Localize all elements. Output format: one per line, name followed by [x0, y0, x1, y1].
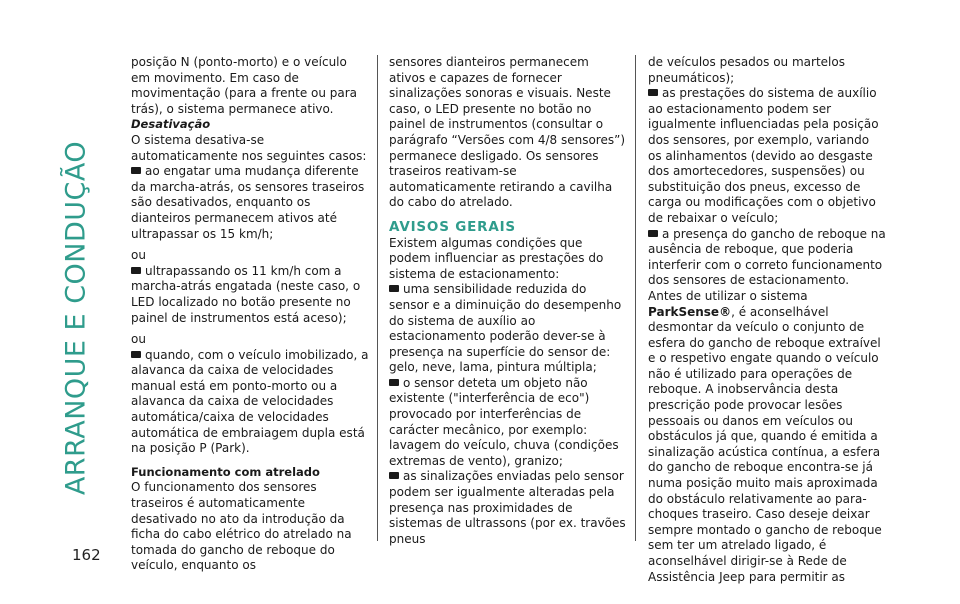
- page-number: 162: [72, 546, 101, 564]
- column-3: [648, 55, 886, 585]
- paragraph: sensores dianteiros permanecem ativos e capazes de fornecer sinalizações sonoras e visuais. Neste caso, o LED presente no botão no painel de instrumentos (consultar o parágrafo “Versões com 4/8 sensores”) permanece desligado. Os sensores traseiros reativam-se automaticamente retirando a cavilha do cabo do atrelado.: [389, 55, 626, 210]
- bullet-text: ultrapassando os 11 km/h com a marcha-atrás engatada (neste caso, o LED localizado no botão presente no painel de instrumentos está aceso);: [131, 263, 361, 325]
- bullet-item: [131, 264, 369, 326]
- brand-name: ParkSense®: [648, 304, 732, 319]
- bullet-text: uma sensibilidade reduzida do sensor e a diminuição do desempenho do sistema de auxílio ao estacionamento poderão dever-se à presença na superfície do sensor de: gelo, neve, lama, pintura múltipla;: [389, 282, 622, 375]
- bullet-text: as prestações do sistema de auxílio ao estacionamento podem ser igualmente influenciadas pela posição dos sensores, por exemplo, variando os alinhamentos (devido ao desgaste dos amortecedores, suspensões) ou substituição dos pneus, excesso de carga ou modificações com o objetivo de rebaixar o veículo;: [648, 86, 879, 225]
- column-divider: [635, 55, 636, 541]
- column-2: [389, 55, 627, 547]
- bullet-item: [389, 376, 627, 470]
- bullet-item: [131, 164, 369, 242]
- or-text: ou: [131, 332, 146, 347]
- bullet-text-cont: , é aconselhável desmontar da veículo o conjunto de esfera do gancho de reboque extraível e o respetivo engate quando o veículo não é utilizado para operações de reboque. A inobservância desta prescrição pode provocar lesões pessoais ou danos em veículos ou obstáculos já que, quando é emitida a sinalização acústica contínua, a esfera do gancho de reboque encontra-se já numa posição muito mais aproximada do obstáculo relativamente ao para-choques traseiro. Caso deseje deixar sempre montado o gancho de reboque sem ter um atrelado ligado, é aconselhável dirigir-se à Rede de Assistência Jeep para permitir as: [648, 304, 882, 584]
- bullet-text: as sinalizações enviadas pelo sensor podem ser igualmente alteradas pela presença nas proximidades de sistemas de ultrassons (por ex. travões pneus: [389, 469, 626, 546]
- subheading-desativacao: Desativação: [131, 117, 211, 132]
- bullet-text: a presença do gancho de reboque na ausência de reboque, que poderia interferir com o correto funcionamento dos sensores de estacionamento. Antes de utilizar o sistema: [648, 226, 886, 303]
- paragraph: Existem algumas condições que podem influenciar as prestações do sistema de estacionamento:: [389, 235, 604, 281]
- bullet-icon: [648, 230, 658, 237]
- column-1: [131, 55, 369, 574]
- paragraph: de veículos pesados ou martelos pneumáticos);: [648, 55, 845, 85]
- bullet-text: o sensor deteta um objeto não existente ("interferência de eco") provocado por interferências de carácter mecânico, por exemplo: lavagem do veículo, chuva (condições extremas de vento), granizo;: [389, 375, 619, 468]
- bullet-item: [648, 86, 886, 226]
- bullet-icon: [131, 267, 141, 274]
- bullet-text: quando, com o veículo imobilizado, a alavanca da caixa de velocidades manual está em ponto-morto ou a alavanca da caixa de velocidades automática/caixa de velocidades automática de embraiagem dupla está na posição P (Park).: [131, 347, 369, 456]
- bullet-icon: [131, 351, 141, 358]
- bullet-item: [131, 348, 369, 457]
- bullet-icon: [131, 167, 141, 174]
- paragraph: O funcionamento dos sensores traseiros é automaticamente desativado no ato da introdução da ficha do cabo elétrico do atrelado na tomada do gancho de reboque do veículo, enquanto os: [131, 480, 352, 573]
- paragraph: O sistema desativa-se automaticamente nos seguintes casos:: [131, 132, 367, 163]
- paragraph: posição N (ponto-morto) e o veículo em movimento. Em caso de movimentação (para a frente ou para trás), o sistema permanece ativo.: [131, 55, 358, 116]
- column-divider: [377, 55, 378, 541]
- or-text: ou: [131, 248, 146, 263]
- bullet-icon: [389, 472, 399, 479]
- section-title: ARRANQUE E CONDUÇÃO: [60, 140, 92, 496]
- bullet-item: [389, 282, 627, 376]
- bullet-icon: [389, 285, 399, 292]
- bullet-icon: [648, 89, 658, 96]
- bullet-item: [389, 469, 627, 547]
- subheading-funcionamento: Funcionamento com atrelado: [131, 464, 320, 479]
- bullet-icon: [389, 379, 399, 386]
- heading-avisos-gerais: AVISOS GERAIS: [389, 218, 516, 235]
- bullet-item: [648, 227, 886, 586]
- bullet-text: ao engatar uma mudança diferente da marcha-atrás, os sensores traseiros são desativados, enquanto os dianteiros permanecem ativos até ultrapassar os 15 km/h;: [131, 164, 365, 241]
